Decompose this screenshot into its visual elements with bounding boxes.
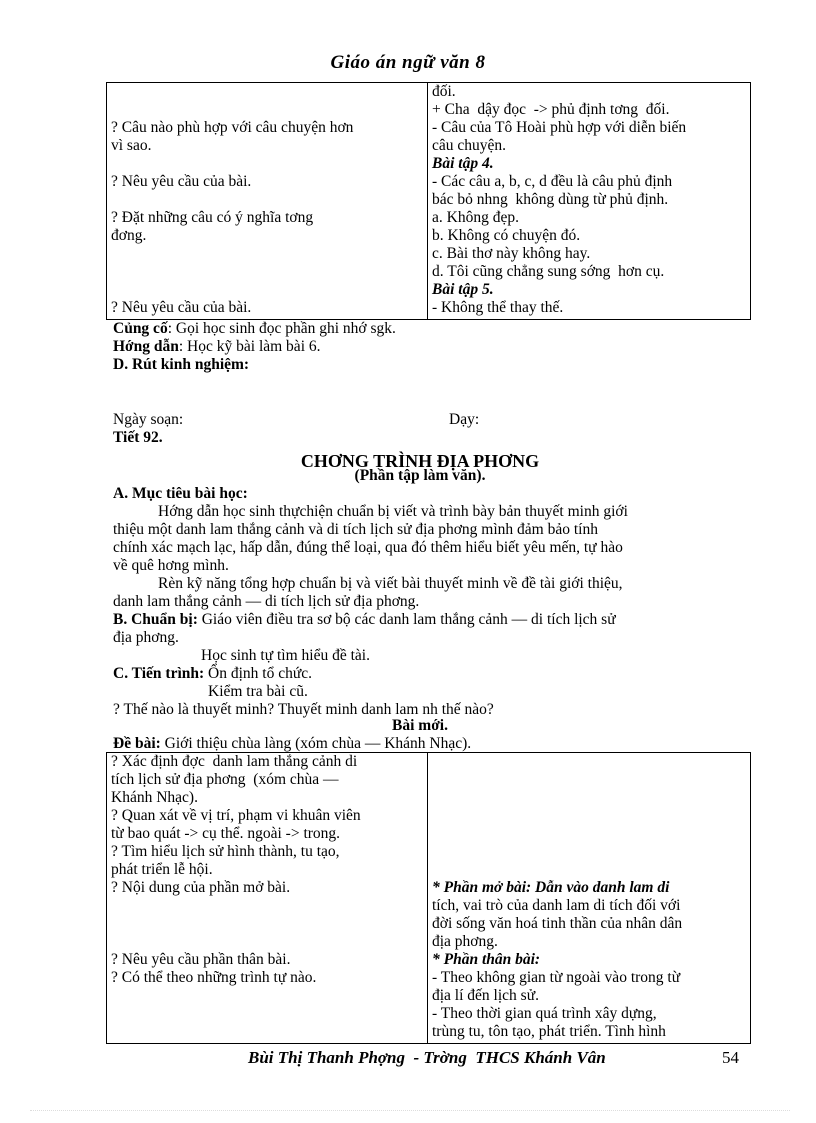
guidance-text: : Học kỹ bài làm bài 6.: [178, 338, 321, 355]
exercise-heading: Bài tập 5.: [432, 281, 494, 298]
question-line: từ bao quát -> cụ thể. ngoài -> trong.: [111, 825, 341, 842]
page-header: Giáo án ngữ văn 8: [330, 52, 486, 73]
question-line: [111, 263, 423, 281]
answer-line: [432, 843, 746, 861]
answer-line: - Theo không gian từ ngoài vào trong từ: [432, 969, 681, 986]
question-line: [111, 897, 423, 915]
section-b-label: B. Chuẩn bị:: [113, 611, 198, 628]
answer-line: c. Bài thơ này không hay.: [432, 245, 591, 262]
answers-cell: [428, 753, 751, 1044]
answer-line: d. Tôi cũng chẳng sung sớng hơn cụ.: [432, 263, 665, 280]
answer-line: tích, vai trò của danh lam di tích đối với: [432, 897, 681, 914]
assignment-text: Giới thiệu chùa làng (xóm chùa — Khánh Nhạc).: [160, 735, 472, 752]
section-b-line: [113, 611, 616, 629]
question-line: Khánh Nhạc).: [111, 789, 198, 806]
question-line: đơng.: [111, 227, 147, 244]
teacher-questions-cell: [107, 83, 428, 320]
objective-line: thiệu một danh lam thắng cảnh và di tích lịch sử địa phơng mình đảm bảo tính: [113, 521, 598, 538]
answers-cell: [428, 83, 751, 320]
section-c-line: Kiểm tra bài cũ.: [208, 683, 308, 700]
exercise-table: [106, 82, 751, 320]
date-prepared: Ngày soạn:: [113, 411, 184, 428]
section-c-line: [113, 665, 312, 683]
section-b-line: địa phơng.: [113, 629, 179, 646]
answer-line: a. Không đẹp.: [432, 209, 519, 226]
answer-line: - Câu của Tô Hoài phù hợp với diễn biến: [432, 119, 687, 136]
answer-line: - Các câu a, b, c, d đều là câu phủ định: [432, 173, 673, 190]
answer-line: + Cha dậy đọc -> phủ định tơng đối.: [432, 101, 670, 118]
teacher-questions-cell: [107, 753, 428, 1044]
guidance-line: [113, 338, 321, 356]
lesson-plan-table: [106, 752, 751, 1044]
date-taught: Dạy:: [449, 411, 480, 428]
answer-line: địa lí đến lịch sử.: [432, 987, 539, 1004]
answer-line: - Theo thời gian quá trình xây dựng,: [432, 1005, 657, 1022]
exercise-heading: Bài tập 4.: [432, 155, 494, 172]
table-row: [107, 83, 751, 320]
answer-line: [432, 825, 746, 843]
page-bottom-rule: [30, 1110, 790, 1111]
lesson-title: CHƠNG TRÌNH ĐỊA PHƠNG: [300, 451, 540, 471]
question-line: ? Nội dung của phần mở bài.: [111, 879, 291, 896]
answer-line: trùng tu, tôn tạo, phát triển. Tình hình: [432, 1023, 666, 1040]
consolidation-line: [113, 320, 396, 338]
assignment-line: [113, 735, 471, 753]
table-row: [107, 753, 751, 1044]
objective-line: Rèn kỹ năng tổng hợp chuẩn bị và viết bài thuyết minh về đề tài giới thiệu,: [158, 575, 623, 592]
answer-line: [432, 861, 746, 879]
question-line: [111, 155, 423, 173]
section-b-line: Học sinh tự tìm hiểu đề tài.: [201, 647, 370, 664]
question-line: [111, 281, 423, 299]
page-footer: Bùi Thị Thanh Phợng - Trờng THCS Khánh Vân: [248, 1048, 606, 1067]
answer-line: đời sống văn hoá tinh thần của nhân dân: [432, 915, 683, 932]
answer-line: - Không thể thay thế.: [432, 299, 564, 316]
question-line: ? Nêu yêu cầu của bài.: [111, 173, 252, 190]
question-line: ? Quan xát về vị trí, phạm vi khuân viên: [111, 807, 361, 824]
answer-line: b. Không có chuyện đó.: [432, 227, 581, 244]
objective-line: về quê hơng mình.: [113, 557, 229, 574]
question-line: ? Đặt những câu có ý nghĩa tơng: [111, 209, 314, 226]
section-c-line: ? Thế nào là thuyết minh? Thuyết minh danh lam nh thế nào?: [113, 701, 494, 718]
consolidation-text: : Gọi học sinh đọc phần ghi nhớ sgk.: [167, 320, 396, 337]
section-d-heading: D. Rút kinh nghiệm:: [113, 356, 250, 373]
answer-line: [432, 771, 746, 789]
question-line: ? Xác định đợc danh lam thắng cảnh di: [111, 753, 358, 770]
objective-line: danh lam thắng cảnh — di tích lịch sử địa phơng.: [113, 593, 420, 610]
guidance-label: Hớng dẫn: [113, 338, 179, 355]
question-line: ? Có thể theo những trình tự nào.: [111, 969, 317, 986]
answer-line: bác bỏ nhng không dùng từ phủ định.: [432, 191, 669, 208]
new-lesson-heading: Bài mới.: [392, 717, 448, 734]
section-b-text: Giáo viên điều tra sơ bộ các danh lam thắng cảnh — di tích lịch sử: [197, 611, 616, 628]
section-a-heading: A. Mục tiêu bài học:: [113, 485, 248, 502]
question-line: [111, 245, 423, 263]
objective-line: chính xác mạch lạc, hấp dẫn, đúng thể loại, qua đó thêm hiểu biết yêu mến, tự hào: [113, 539, 623, 556]
lesson-number: Tiết 92.: [113, 429, 163, 446]
question-line: ? Tìm hiểu lịch sử hình thành, tu tạo,: [111, 843, 340, 860]
answer-line: câu chuyện.: [432, 137, 507, 154]
answer-line: [432, 753, 746, 771]
objective-line: Hớng dẫn học sinh thựchiện chuẩn bị viết và trình bày bản thuyết minh giới: [158, 503, 628, 520]
section-c-text: Ổn định tổ chức.: [204, 665, 312, 682]
page-number: 54: [722, 1048, 739, 1067]
question-line: vì sao.: [111, 137, 152, 154]
question-line: [111, 915, 423, 933]
question-line: [111, 83, 423, 101]
question-line: ? Nêu yêu cầu phần thân bài.: [111, 951, 291, 968]
question-line: ? Nêu yêu cầu của bài.: [111, 299, 252, 316]
answer-line: địa phơng.: [432, 933, 498, 950]
question-line: tích lịch sử địa phơng (xóm chùa —: [111, 771, 339, 788]
answer-line: [432, 789, 746, 807]
assignment-label: Đề bài:: [113, 735, 161, 752]
lesson-subtitle: (Phần tập làm văn).: [354, 467, 486, 484]
question-line: [111, 933, 423, 951]
consolidation-label: Củng cố: [113, 320, 168, 337]
question-line: phát triển lễ hội.: [111, 861, 213, 878]
intro-heading: * Phần mở bài: Dẫn vào danh lam di: [432, 879, 670, 896]
answer-line: [432, 807, 746, 825]
section-c-label: C. Tiến trình:: [113, 665, 205, 682]
question-line: [111, 191, 423, 209]
question-line: ? Câu nào phù hợp với câu chuyện hơn: [111, 119, 354, 136]
answer-line: đối.: [432, 83, 456, 100]
body-heading: * Phần thân bài:: [432, 951, 541, 968]
question-line: [111, 101, 423, 119]
